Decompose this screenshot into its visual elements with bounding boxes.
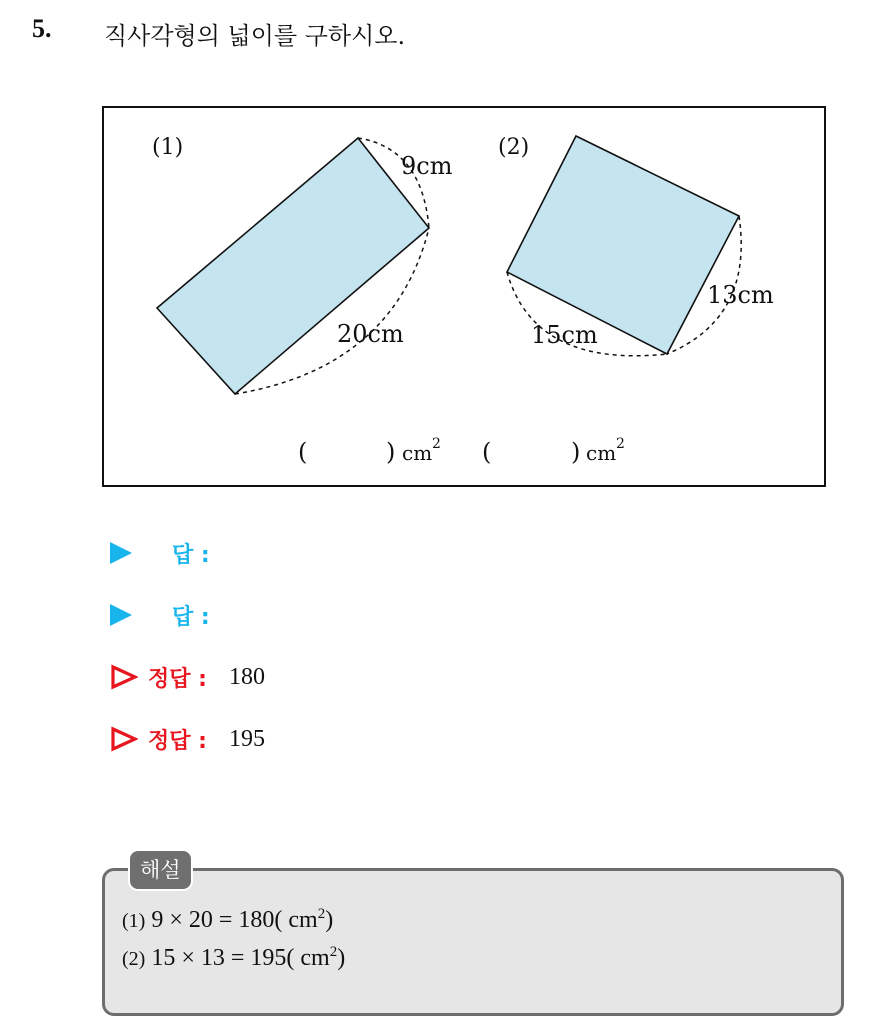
answer-row-1 — [110, 536, 210, 570]
solution-tag: 해설 — [128, 849, 193, 891]
correct-answer-value-1: 180 — [228, 663, 265, 690]
solution-line-1-close: ) — [325, 907, 334, 933]
blank-1-unit: cm — [402, 441, 433, 465]
rectangle-1-short-label: 9cm — [401, 152, 453, 180]
outline-triangle-icon — [110, 664, 138, 690]
figure-label-2: (2) — [498, 135, 530, 160]
outline-triangle-icon — [110, 726, 138, 752]
solution-line-1-expression: 9 × 20 = 180( cm — [151, 907, 318, 933]
solution-line-1-exponent: 2 — [317, 906, 326, 922]
solution-line-2-index: (2) — [122, 948, 146, 970]
rectangle-2-right-label: 13cm — [707, 281, 774, 309]
correct-answer-row-2 — [110, 722, 265, 756]
blank-1-exponent: 2 — [432, 436, 441, 452]
figure-box — [102, 106, 826, 487]
blank-2-unit: cm — [586, 441, 617, 465]
rectangle-1 — [157, 138, 429, 394]
solution-line-1-index: (1) — [122, 910, 146, 932]
question-number: 5. — [32, 14, 52, 43]
blank-1-close: ) — [386, 438, 396, 466]
solution-line-2-expression: 15 × 13 = 195( cm — [151, 945, 330, 971]
correct-answer-row-1 — [110, 660, 265, 694]
blank-2-open: ( — [482, 438, 492, 466]
play-triangle-icon — [110, 542, 132, 564]
play-triangle-icon — [110, 604, 132, 626]
blank-2-exponent: 2 — [616, 436, 625, 452]
question-text: 직사각형의 넓이를 구하시오. — [104, 22, 406, 50]
answer-row-2 — [110, 598, 210, 632]
solution-line-1 — [122, 906, 333, 934]
correct-answer-label-2: 정답 : — [148, 728, 207, 754]
figure-label-1: (1) — [152, 135, 184, 160]
rectangle-1-long-label: 20cm — [337, 320, 404, 348]
solution-line-2-close: ) — [337, 945, 346, 971]
solution-line-2-exponent: 2 — [329, 944, 338, 960]
blank-1-open: ( — [298, 438, 308, 466]
answer-label-1: 답 : — [172, 542, 210, 568]
answer-label-2: 답 : — [172, 604, 210, 630]
solution-box — [102, 868, 844, 1016]
solution-line-2 — [122, 944, 345, 972]
correct-answer-label-1: 정답 : — [148, 666, 207, 692]
rectangle-figure — [104, 108, 824, 485]
blank-2-close: ) — [571, 438, 581, 466]
correct-answer-value-2: 195 — [228, 725, 265, 752]
rectangle-2-bottom-label: 15cm — [531, 321, 598, 349]
